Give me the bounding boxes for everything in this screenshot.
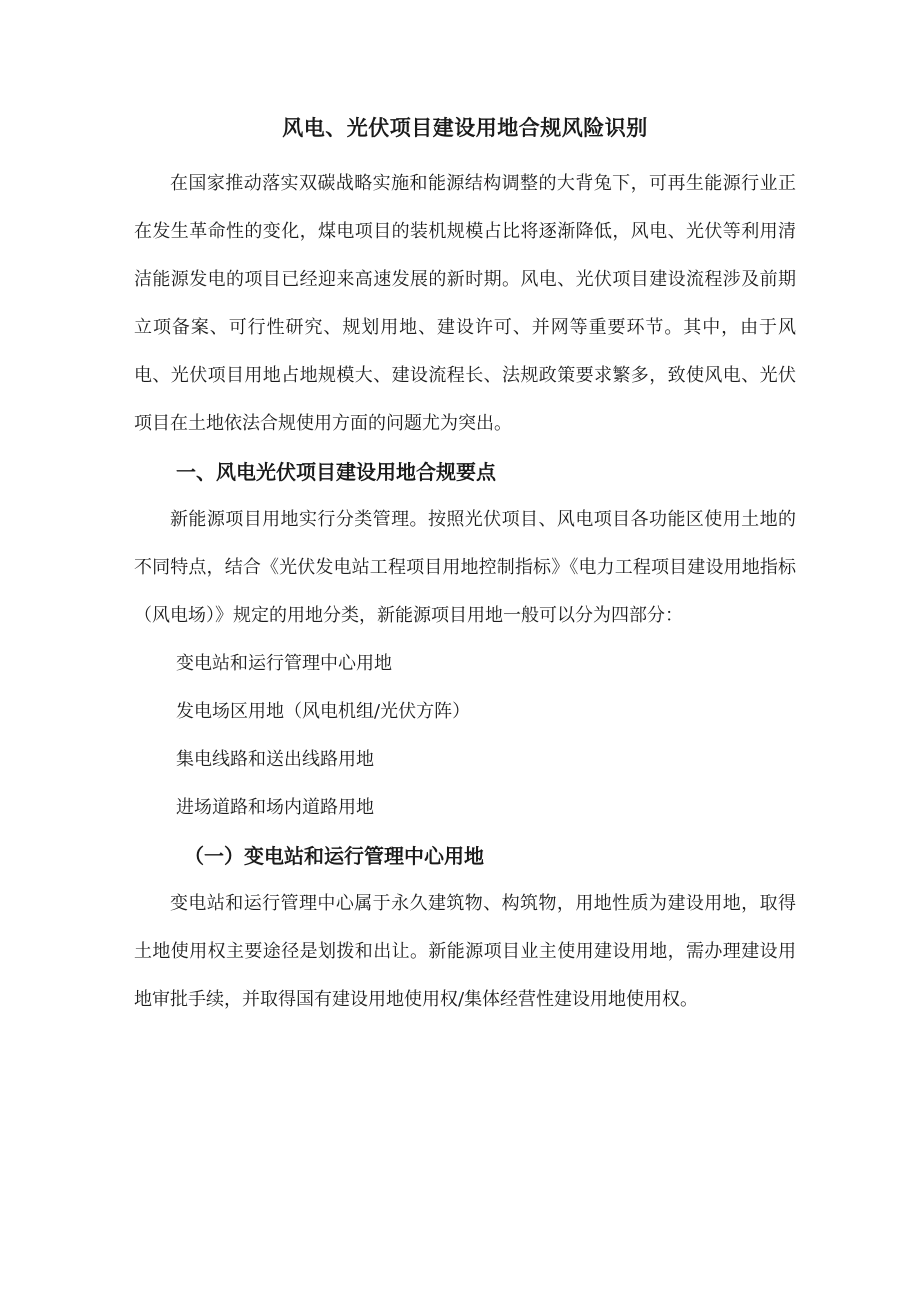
subsection-paragraph: 变电站和运行管理中心属于永久建筑物、构筑物，用地性质为建设用地，取得土地使用权主要途径是划拨和出让。新能源项目业主使用建设用地，需办理建设用地审批手续，并取得国有建设用地使用权/集体经营性建设用地使用权。 (134, 893, 796, 1010)
section-paragraph: 新能源项目用地实行分类管理。按照光伏项目、风电项目各功能区使用土地的不同特点，结合《光伏发电站工程项目用地控制指标》《电力工程项目建设用地指标（风电场）》规定的用地分类，新能源项目用地一般可以分为四部分： (134, 509, 796, 626)
land-category-item: 集电线路和送出线路用地 (176, 749, 374, 770)
intro-paragraph: 在国家推动落实双碳战略实施和能源结构调整的大背兔下，可再生能源行业正在发生革命性的变化，煤电项目的装机规模占比将逐渐降低，风电、光伏等利用清洁能源发电的项目已经迎来高速发展的新时期。风电、光伏项目建设流程涉及前期立项备案、可行性研究、规划用地、建设许可、并网等重要环节。其中，由于风电、光伏项目用地占地规模大、建设流程长、法规政策要求繁多，致使风电、光伏项目在土地依法合规使用方面的问题尤为突出。 (134, 173, 796, 434)
land-category-item: 变电站和运行管理中心用地 (176, 653, 392, 674)
document-body (134, 112, 796, 1024)
land-category-item: 进场道路和场内道路用地 (176, 797, 374, 818)
document-title: 风电、光伏项目建设用地合规风险识别 (282, 116, 648, 140)
subsection-heading: （一）变电站和运行管理中心用地 (184, 844, 484, 868)
land-category-item: 发电场区用地（风电机组/光伏方阵） (176, 701, 471, 722)
section-heading: 一、风电光伏项目建设用地合规要点 (176, 460, 496, 484)
